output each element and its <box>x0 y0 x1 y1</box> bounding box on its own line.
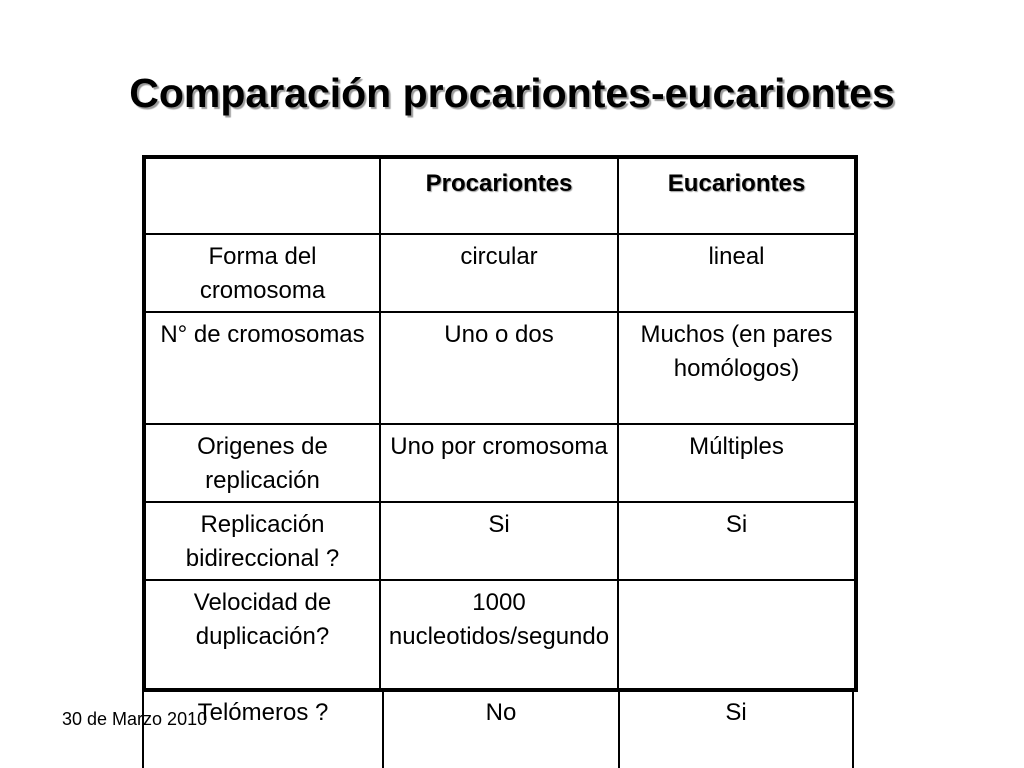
table-row <box>144 234 856 312</box>
table-cell <box>618 580 856 690</box>
slide-title: Comparación procariontes-eucariontes <box>129 70 895 116</box>
table-row <box>144 312 856 424</box>
row-label: Replicación bidireccional ? <box>144 502 380 580</box>
table-cell: Si <box>619 690 853 768</box>
row-label: Telómeros ? <box>143 690 383 768</box>
row-label: N° de cromosomas <box>144 312 380 424</box>
comparison-table <box>142 155 858 692</box>
table-header-row <box>144 157 856 234</box>
row-label: Origenes de replicación <box>144 424 380 502</box>
header-cell-procariontes: Procariontes <box>380 157 618 234</box>
table-cell: Si <box>618 502 856 580</box>
comparison-table-overflow <box>142 690 854 768</box>
table-row <box>144 580 856 690</box>
table-row <box>144 424 856 502</box>
row-label: Velocidad de duplicación? <box>144 580 380 690</box>
header-cell-empty <box>144 157 380 234</box>
row-label: Forma del cromosoma <box>144 234 380 312</box>
table-cell: lineal <box>618 234 856 312</box>
table-cell: Uno o dos <box>380 312 618 424</box>
table-cell: Uno por cromosoma <box>380 424 618 502</box>
table-row <box>144 502 856 580</box>
table-cell: Si <box>380 502 618 580</box>
footer-date: 30 de Marzo 2010 <box>62 709 208 729</box>
table-row <box>143 690 853 768</box>
table-cell: circular <box>380 234 618 312</box>
header-cell-eucariontes: Eucariontes <box>618 157 856 234</box>
table-cell: Múltiples <box>618 424 856 502</box>
table-cell: 1000 nucleotidos/segundo <box>380 580 618 690</box>
table-cell: No <box>383 690 619 768</box>
table-cell: Muchos (en pares homólogos) <box>618 312 856 424</box>
